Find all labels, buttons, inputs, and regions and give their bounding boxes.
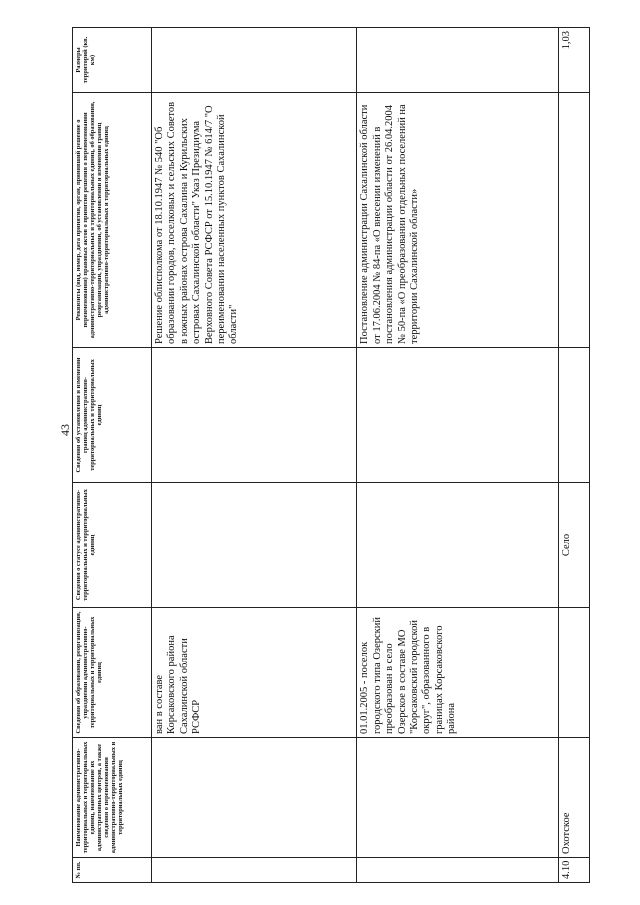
cell-details: Решение облисполкома от 18.10.1947 № 540 "Об образовании городов, поселковых и сельских Советов в южных районах острова Сахалина и Курильских островах Сахалинской области" Указ Президиума Верховного Совета РСФСР от 15.10.1947 № 614/7 "О переименовании населенных пунктов Сахалинской области" [152,93,357,348]
cell-num [357,858,559,883]
cell-area: 1,03 [559,28,590,93]
table-row [357,28,559,883]
cell-name [152,738,357,858]
header-details: Реквизиты (вид, номер, дата принятия, орган, принявший решение о переименовании) правовых актов о принятии решения о переименовании административно-территориальных и территориальных единиц, об образовании, реорганизации, упразднении, об установлении и изменении границ административно-территориальных и территориальных единиц [73,93,152,348]
cell-status [357,483,559,608]
table-row [152,28,357,883]
cell-area [357,28,559,93]
cell-details [559,93,590,348]
page-number: 43 [58,424,72,436]
cell-num [152,858,357,883]
cell-num: 4.10 [559,858,590,883]
table-row [559,28,590,883]
cell-status [152,483,357,608]
cell-change [559,608,590,738]
header-area: Размеры территорий (кв. км) [73,28,152,93]
registry-table-sheet [72,28,590,883]
cell-change: ван в составе Корсаковского района Сахалинской области РСФСР [152,608,357,738]
header-name: Наименование административно-территориальных и территориальных единиц, наименование их административных центров, а также сведения о переименовании административно-территориальных и территориальных единиц [73,738,152,858]
header-status: Сведения о статусе административно-территориальных и территориальных единиц [73,483,152,608]
table-header-row [73,28,152,883]
registry-table [72,27,590,883]
cell-bounds [357,348,559,483]
cell-details: Постановление администрации Сахалинской области от 17.06.2004 № 84-па «О внесении изменений в постановления администрации области от 26.04.2004 № 50-па «О преобразовании отдельных поселений на территории Сахалинской области» [357,93,559,348]
cell-name [357,738,559,858]
header-num: № пп. [73,858,152,883]
cell-bounds [559,348,590,483]
cell-status: Село [559,483,590,608]
cell-bounds [152,348,357,483]
cell-change: 01.01.2005 - поселок городского типа Озерский преобразован в село Озерское в составе МО "Корсаковский городской округ", образованного в границах Корсаковского района [357,608,559,738]
header-bounds: Сведения об установлении и изменении границ административно-территориальных и территориальных единиц [73,348,152,483]
cell-area [152,28,357,93]
cell-name: Охотское [559,738,590,858]
header-change: Сведения об образовании, реорганизации, упразднении административно-территориальных и территориальных единиц [73,608,152,738]
